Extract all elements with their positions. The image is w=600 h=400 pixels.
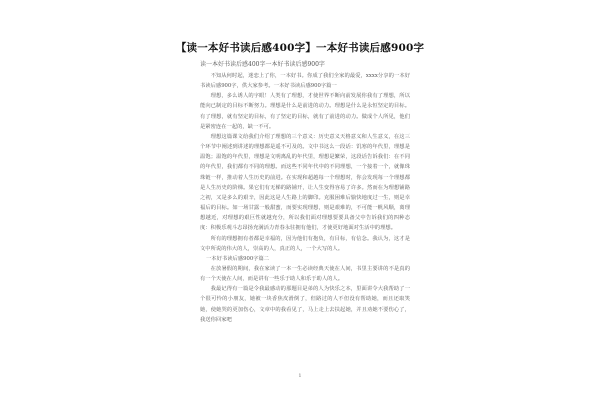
- paragraph-intro: 不知从何时起，迷恋上了你，一本好书。你成了我们全家的最爱，xxxx分享的一本好书读后感900字，供大家参考。一本好书读后感900字篇一: [200, 73, 410, 90]
- paragraph-summer: 在放暑假的期间，我在家读了一本一生必读经典天使在人间，书里主要讲的不是真的有一个天使在人间，而是讲有一些乐于助人和乐于助人的人。: [200, 265, 410, 283]
- paragraph-memory: 我最记得有一篇是令我最感动的那题目是弟的人为快乐之本，里面讲令大我帮助了一个很可怜的小朋友，她被一块香焦皮滑倒了，但路过的人不但没有帮助她，而且还取笑她，使她哭的更加伤心，文章中的我看见了，马上走上去扶起她，并且劝她不要伤心了，我送你回家吧: [200, 286, 410, 323]
- page-number: 1: [298, 373, 302, 379]
- section-heading: 一本好书读后感900字篇二: [206, 255, 270, 262]
- paragraph-ideal: 理想，多么诱人的字眼！人类有了理想，才使世界不断向前发展你我有了理想，所以能向已制定的目标不断努力。理想是什么是前进的动力。理想是什么是永恒坚定的目标。有了理想，就有坚定的目标，有了坚定的目标，就有了前进的动力。做成个人所见，他们是紧密连在一起的，缺一不可。: [200, 93, 410, 130]
- document-subtitle: 读一本好书读后感400字一本好书读后感900字: [200, 61, 325, 68]
- paragraph-conclusion: 所有的理想拥有者都是幸福的，因为他们有抱负，有目标，有信念。我认为，这才是文中所说的伟大的人，崇高的人，真正的人，一个大写的人。: [200, 235, 410, 252]
- paragraph-lesson: 理想这篇课文给我们介绍了理想的三个意义：历史意义天格意义和人生意义，在这三个环节中阐述到讲述的理想都是遥不可及的。文中书这么一段话：饥寒的年代里，理想是温饱；温饱的年代里，理想是文明离乱的年代里，理想是繁荣，这段话告诉我们：在不同的年代里，我们都有不同的理想。而这些不同年代中的不同理想，一个接着一个，就像珠珠链一样，推动着人生历史的前进。在实现和超越每一个理想时，你会发现每一个理想都是人生历史的阶梯。果它们有无梯的路铺开，让人生变得容易了许多。然而在为理想铺路之初，又是多么的艰辛，因此这是人生路上的脚印。克服困难后愉快地度过一生，则是幸福后的目标。如一场甘露一般甜蜜，而要实现理想，则是艰难的，不可能一帆风顺，离理想越近，对理想的艰巨性就越充分，所以我们面对理想要要具备父中告诉我们的四种态度：积极乐观斗志昂扬充满活力青春永驻拥有他们，才使更好地面对生活中的理想。: [200, 133, 410, 232]
- document-body: [200, 71, 410, 325]
- document-title: 【读一本好书读后感400字】一本好书读后感900字: [175, 42, 425, 54]
